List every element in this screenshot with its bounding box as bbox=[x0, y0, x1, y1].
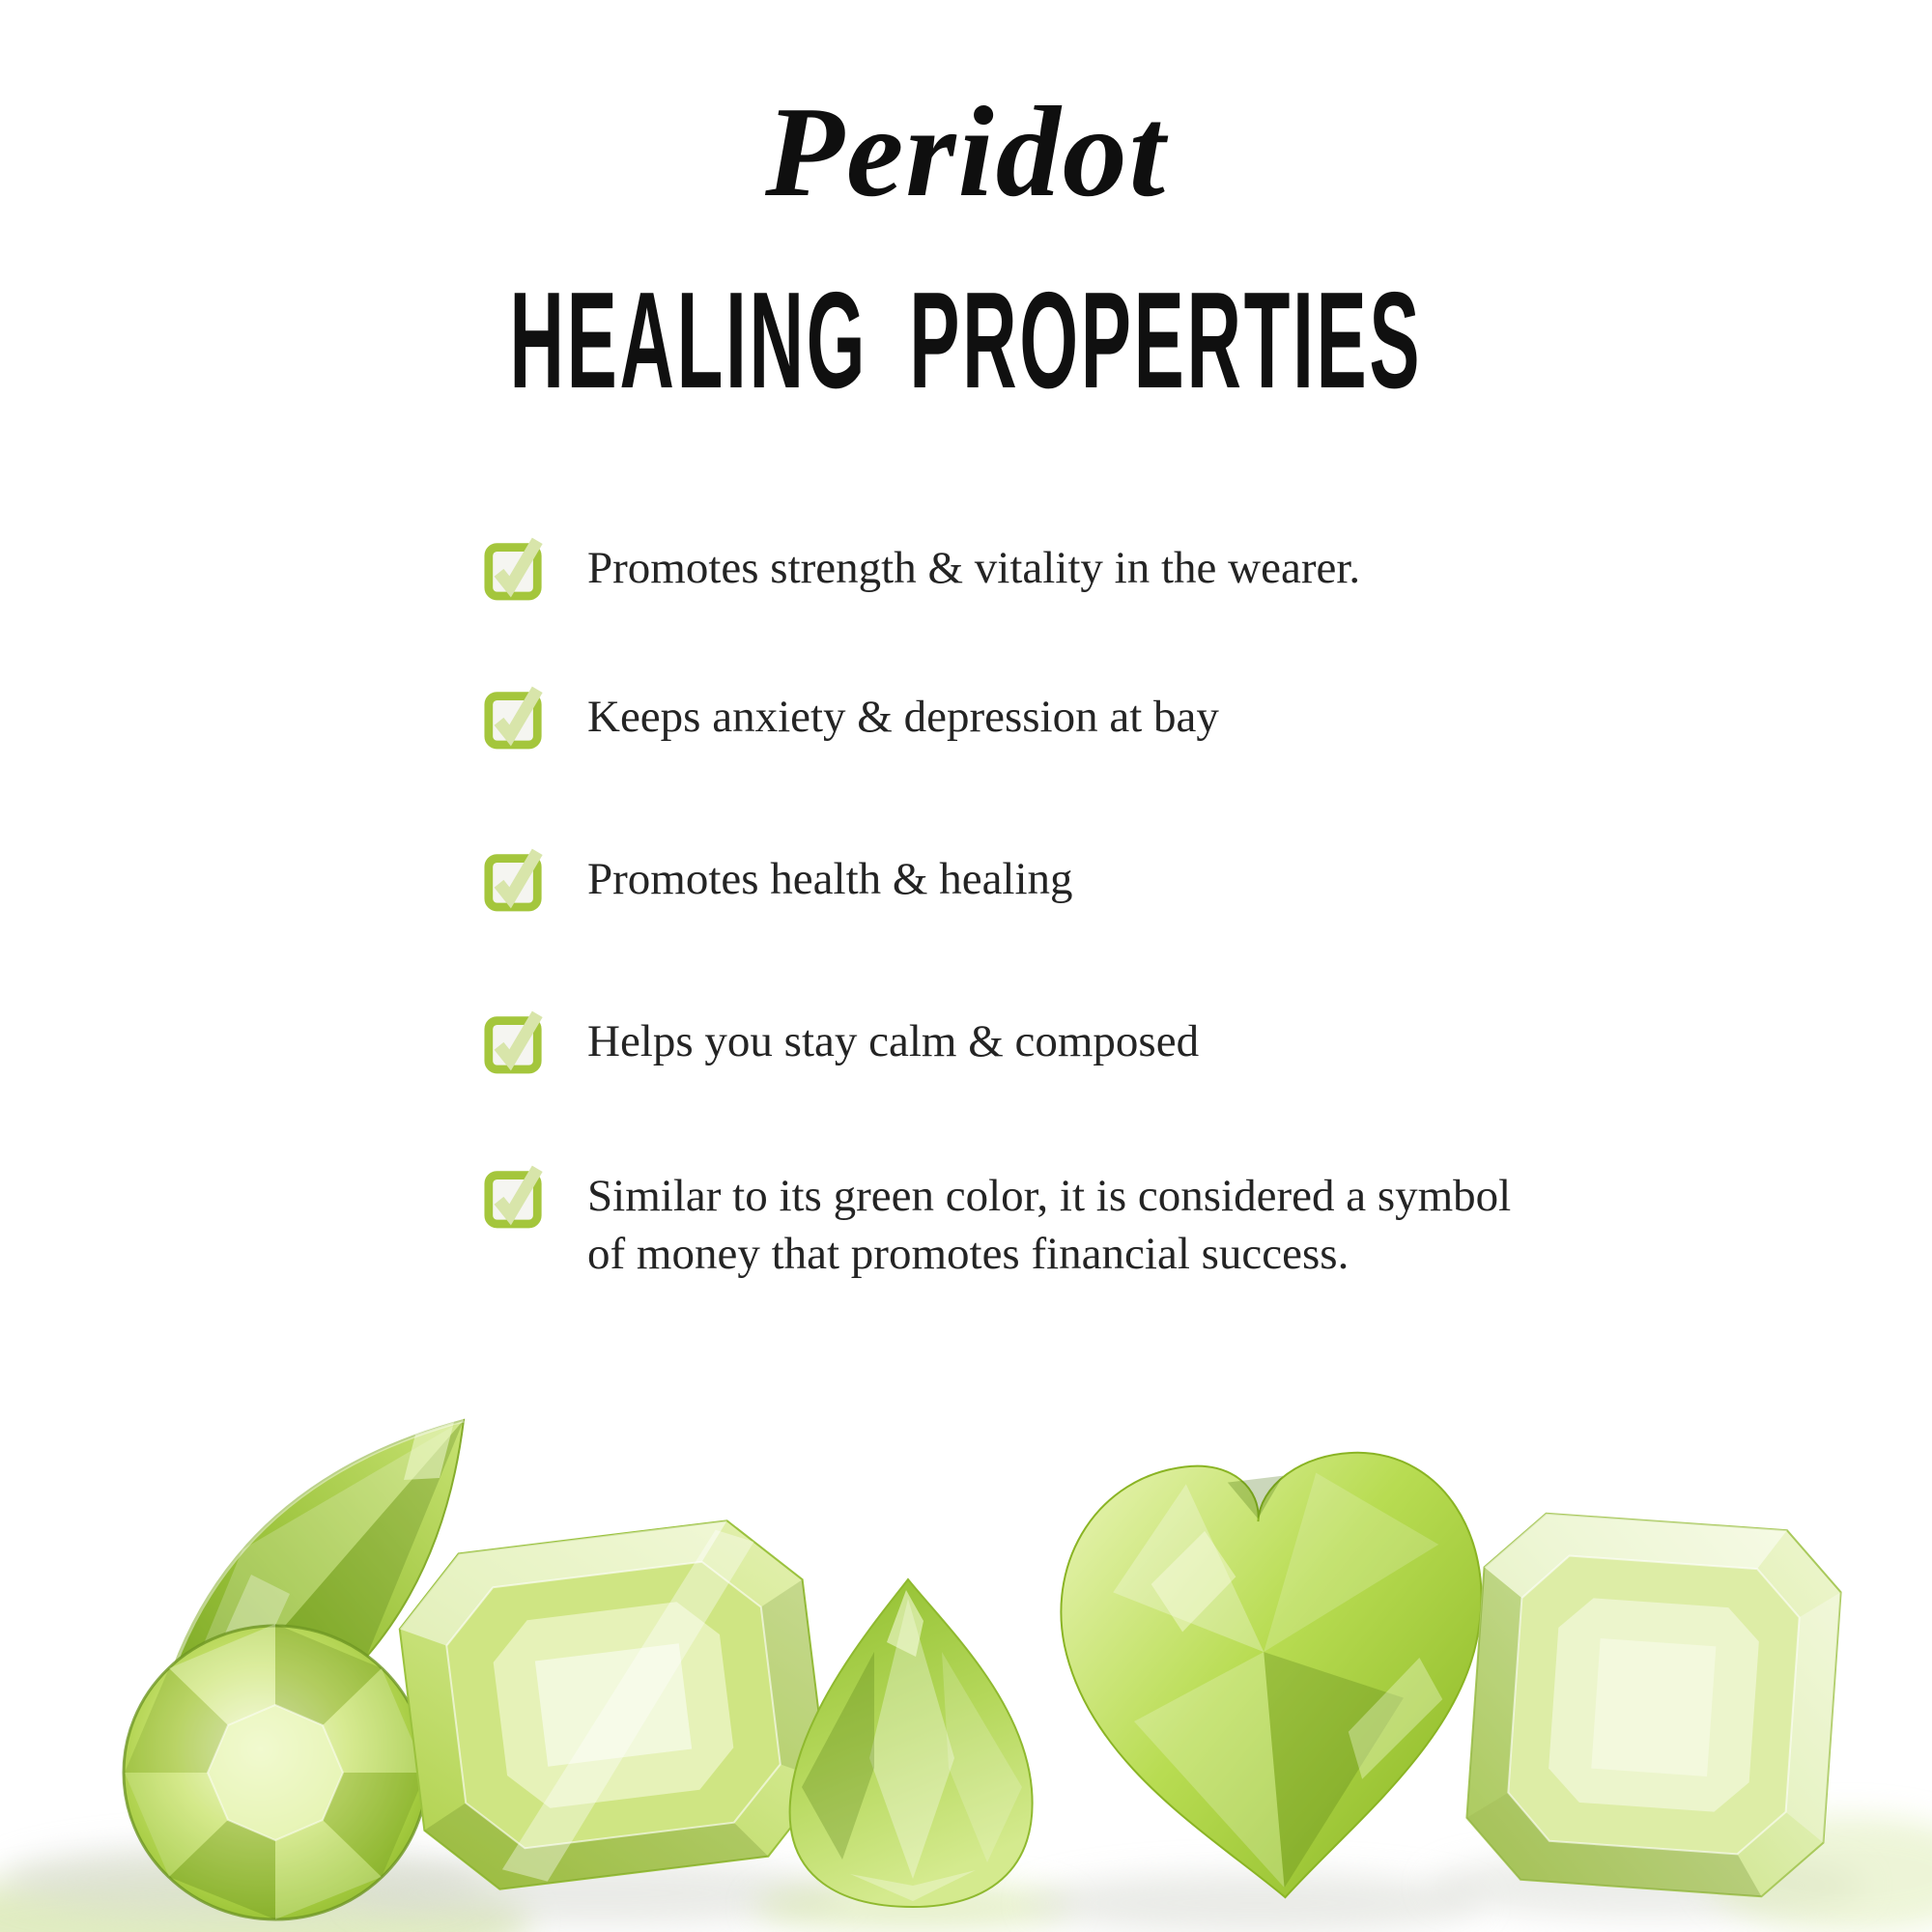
checklist-item-label: Promotes strength & vitality in the wearer. bbox=[587, 543, 1361, 593]
checklist-item bbox=[483, 850, 1073, 912]
checklist-item bbox=[483, 1012, 1199, 1074]
peridot-gemstones-photo bbox=[0, 1333, 1932, 1932]
checked-checkbox-icon bbox=[483, 1157, 545, 1229]
checklist-item-label: Similar to its green color, it is considered a symbol of money that promotes financial success. bbox=[587, 1171, 1512, 1280]
gem-emerald bbox=[391, 1513, 836, 1898]
checked-checkbox-icon bbox=[483, 840, 545, 912]
checklist-item-label: Keeps anxiety & depression at bay bbox=[587, 692, 1219, 742]
gem-square bbox=[1463, 1510, 1845, 1901]
checklist bbox=[483, 522, 1874, 1333]
gem-heart bbox=[1049, 1442, 1507, 1915]
gem-round bbox=[124, 1624, 427, 1919]
page-subtitle bbox=[0, 264, 1932, 417]
checked-checkbox-icon bbox=[483, 678, 545, 750]
checked-checkbox-icon bbox=[483, 529, 545, 601]
checklist-item bbox=[483, 1167, 1534, 1283]
gem-pear bbox=[790, 1579, 1033, 1907]
page-title: Peridot bbox=[765, 80, 1167, 223]
checklist-item-label: Promotes health & healing bbox=[587, 854, 1073, 904]
page-subtitle-text: HEALING PROPERTIES bbox=[509, 264, 1423, 417]
checked-checkbox-icon bbox=[483, 1003, 545, 1074]
checklist-item-label: Helps you stay calm & composed bbox=[587, 1016, 1200, 1066]
checklist-item bbox=[483, 688, 1219, 750]
checklist-item bbox=[483, 539, 1360, 601]
